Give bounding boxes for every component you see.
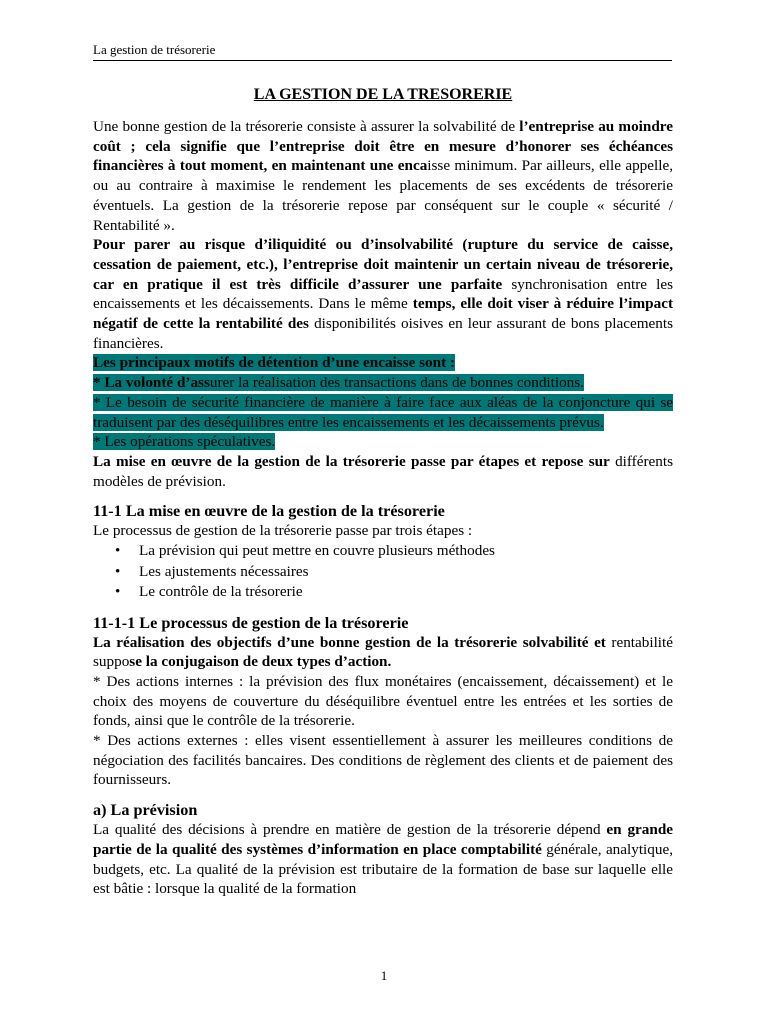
transition-paragraph — [93, 452, 673, 491]
running-header: La gestion de trésorerie — [93, 42, 672, 61]
text-run-bold: La réalisation des objectifs d’une bonne gestion de la trésorerie solvabilité et — [93, 633, 606, 651]
highlighted-text: * Le besoin de sécurité financière de manière à faire face aux aléas de la conjoncture qui se traduisent par des déséquilibres entre les encaissements et les décaissements prévus. — [93, 393, 673, 431]
list-item — [93, 562, 673, 583]
highlighted-text: Les principaux motifs de détention d’une encaisse sont : — [93, 354, 455, 372]
bullet-icon: • — [115, 583, 121, 601]
text-run: La qualité des décisions à prendre en matière de gestion de la trésorerie dépend — [93, 821, 607, 839]
section-11-1-intro: Le processus de gestion de la trésorerie passe par trois étapes : — [93, 522, 473, 540]
motifs-item-1 — [93, 373, 673, 393]
text-run-bold: Pour parer au risque d’iliquidité ou d’insolvabilité (rupture du service de caisse, cessation de paiement, etc.), l’entreprise doit maintenir un certain niveau de trésorerie, car en pratique il est très difficile d’assurer une parfaite — [93, 236, 673, 293]
list-item-text: La prévision qui peut mettre en couvre plusieurs méthodes — [139, 542, 495, 560]
text-run: générale, analytique, budgets, etc. La qualité de la prévision est tributaire de la formation de base sur laquelle elle est bâtie : lorsque la qualité de la formation — [93, 840, 673, 898]
intro-paragraph-2 — [93, 235, 673, 353]
text-run: Une bonne gestion de la trésorerie consiste à assurer la solvabilité de — [93, 118, 520, 135]
intro-paragraph-1 — [93, 117, 673, 235]
text-run-bold: l’entreprise au moindre coût ; cela signifie que l’entreprise doit être en mesure d’honorer ses échéances financières à tout moment, en maintenant une enca — [93, 118, 673, 175]
section-a-paragraph-1 — [93, 820, 673, 899]
text-run-bold: La mise en œuvre de la gestion de la trésorerie passe par étapes et repose sur — [93, 452, 610, 470]
section-11-1-1-paragraph-1 — [93, 633, 673, 672]
list-item — [93, 582, 673, 603]
text-run: rentabilité suppo — [93, 633, 673, 671]
document-title: LA GESTION DE LA TRESORERIE — [253, 86, 513, 103]
steps-list — [93, 541, 673, 603]
text-run-bold: se la conjugaison de deux types d’action. — [129, 653, 392, 671]
section-11-1-1-paragraph-3: * Des actions externes : elles visent essentiellement à assurer les meilleures conditions de négociation des facilités bancaires. Des conditions de règlement des clients et de paiement des fournisseurs. — [93, 732, 673, 789]
section-heading-11-1: 11-1 La mise en œuvre de la gestion de la trésorerie — [93, 502, 445, 521]
list-item — [93, 541, 673, 562]
text-run: différents modèles de prévision. — [93, 452, 673, 490]
list-item-text: Les ajustements nécessaires — [139, 562, 309, 580]
highlighted-text: urer la réalisation des transactions dans de bonnes conditions. — [209, 374, 584, 392]
text-run: synchronisation entre les encaissements et les décaissements. Dans le même — [93, 275, 673, 313]
text-run: isse minimum. Par ailleurs, elle appelle, ou au contraire à maximise le rendement les placements de ses excédents de trésorerie éventuels. La gestion de la trésorerie repose par conséquent sur le couple « sécurité / Rentabilité ». — [93, 157, 673, 234]
highlighted-text: * La volonté d’ass — [93, 374, 210, 392]
bullet-icon: • — [115, 562, 121, 580]
section-11-1-1-paragraph-2: * Des actions internes : la prévision des flux monétaires (encaissement, décaissement) et le choix des moyens de couverture du déséquilibre éventuel entre les entrées et les sorties de fonds, ainsi que le contrôle de la trésorerie. — [93, 672, 673, 730]
text-run-bold: temps, elle doit viser à réduire l’impact négatif de cette la rentabilité des — [93, 295, 674, 333]
bullet-icon: • — [115, 542, 121, 560]
section-heading-11-1-1: 11-1-1 Le processus de gestion de la trésorerie — [93, 613, 409, 632]
motifs-heading — [93, 353, 673, 373]
text-run: disponibilités oisives en leur assurant de bons placements financières. — [93, 315, 673, 352]
document-body — [93, 85, 673, 899]
highlighted-text: * Les opérations spéculatives. — [93, 433, 276, 451]
section-heading-a: a) La prévision — [93, 801, 198, 820]
text-run-bold: en grande partie de la qualité des systèmes d’information en place comptabilité — [93, 821, 674, 858]
list-item-text: Le contrôle de la trésorerie — [139, 583, 303, 601]
page-number: 1 — [380, 968, 388, 983]
motifs-item-3 — [93, 432, 673, 452]
motifs-item-2 — [93, 393, 673, 432]
